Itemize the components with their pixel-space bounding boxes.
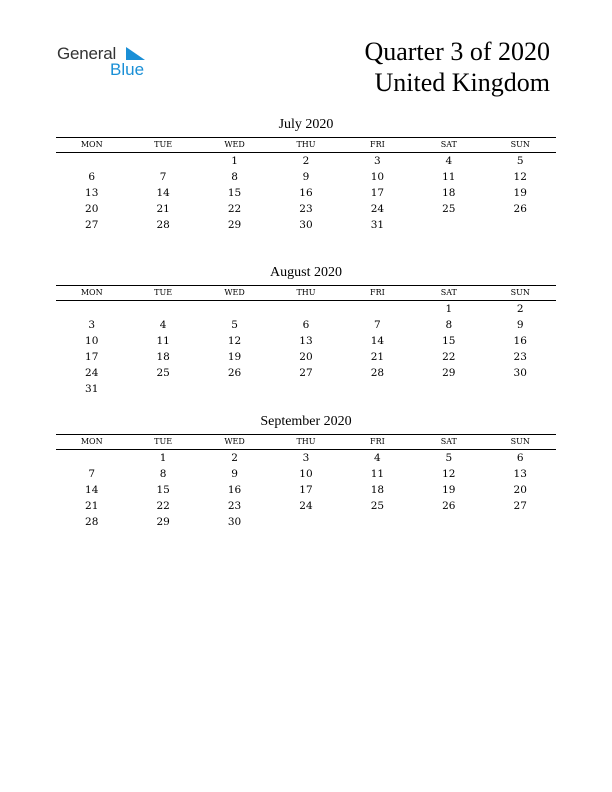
weekday-label: SAT xyxy=(440,140,457,149)
day-cell: 28 xyxy=(85,516,99,528)
day-cell: 29 xyxy=(156,516,170,528)
title-quarter: Quarter 3 of 2020 xyxy=(364,37,550,66)
day-cell: 6 xyxy=(302,319,310,331)
day-cell: 21 xyxy=(156,203,170,215)
week-row xyxy=(56,381,556,397)
week-row xyxy=(56,201,556,217)
day-cell: 13 xyxy=(85,187,99,199)
day-cell: 20 xyxy=(299,351,313,363)
day-cell: 28 xyxy=(370,367,385,379)
weekday-label: FRI xyxy=(370,437,385,446)
day-cell xyxy=(342,381,413,397)
day-cell: 5 xyxy=(231,319,238,331)
day-cell: 5 xyxy=(516,155,524,167)
week-row xyxy=(56,301,556,317)
day-cell xyxy=(56,301,127,317)
weeks xyxy=(56,450,556,530)
day-cell: 27 xyxy=(299,367,313,379)
week-row xyxy=(56,365,556,381)
day-cell: 12 xyxy=(442,468,456,480)
day-cell: 18 xyxy=(156,351,170,363)
day-cell: 11 xyxy=(370,468,385,480)
day-cell: 31 xyxy=(370,219,385,231)
day-cell: 12 xyxy=(227,335,242,347)
week-row xyxy=(56,153,556,169)
day-cell: 16 xyxy=(513,335,527,347)
day-cell xyxy=(342,301,413,317)
weekday-label: SAT xyxy=(440,437,457,446)
weekday-label: FRI xyxy=(370,140,385,149)
week-row xyxy=(56,482,556,498)
logo xyxy=(57,42,157,82)
day-cell: 7 xyxy=(88,468,96,480)
day-cell: 18 xyxy=(370,484,385,496)
week-row xyxy=(56,466,556,482)
day-cell xyxy=(270,514,341,530)
day-cell: 9 xyxy=(302,171,310,183)
weekday-header xyxy=(56,434,556,450)
week-row xyxy=(56,217,556,233)
weekday-label: SAT xyxy=(440,288,457,297)
weekday-label: MON xyxy=(80,288,103,297)
day-cell: 6 xyxy=(88,171,96,183)
weekday-label: SUN xyxy=(510,288,530,297)
weekday-label: THU xyxy=(296,437,316,446)
day-cell: 21 xyxy=(85,500,99,512)
day-cell xyxy=(56,153,127,169)
day-cell: 24 xyxy=(370,203,385,215)
day-cell: 3 xyxy=(88,319,96,331)
day-cell: 26 xyxy=(513,203,527,215)
day-cell: 1 xyxy=(231,155,238,167)
day-cell: 30 xyxy=(227,516,242,528)
title-country: United Kingdom xyxy=(374,68,550,97)
weekday-label: WED xyxy=(224,140,245,149)
weekday-header xyxy=(56,285,556,301)
day-cell: 13 xyxy=(299,335,313,347)
day-cell xyxy=(127,301,198,317)
week-row xyxy=(56,514,556,530)
day-cell: 4 xyxy=(159,319,167,331)
day-cell: 2 xyxy=(231,452,238,464)
day-cell: 4 xyxy=(445,155,453,167)
day-cell: 1 xyxy=(159,452,167,464)
day-cell: 7 xyxy=(159,171,167,183)
month-august xyxy=(56,264,556,397)
day-cell xyxy=(199,381,270,397)
day-cell: 19 xyxy=(227,351,242,363)
month-title: July 2020 xyxy=(278,117,334,132)
day-cell: 19 xyxy=(442,484,456,496)
week-row xyxy=(56,450,556,466)
weekday-label: FRI xyxy=(370,288,385,297)
day-cell: 22 xyxy=(442,351,456,363)
day-cell: 25 xyxy=(370,500,385,512)
day-cell: 2 xyxy=(516,303,524,315)
weekday-label: SUN xyxy=(510,437,530,446)
logo-general-text: General xyxy=(57,44,117,63)
day-cell: 17 xyxy=(85,351,99,363)
day-cell: 22 xyxy=(156,500,170,512)
day-cell: 5 xyxy=(445,452,453,464)
day-cell: 20 xyxy=(513,484,527,496)
day-cell: 11 xyxy=(442,171,456,183)
day-cell: 9 xyxy=(231,468,238,480)
day-cell xyxy=(485,381,556,397)
weekday-label: MON xyxy=(80,437,103,446)
day-cell: 25 xyxy=(156,367,170,379)
week-row xyxy=(56,333,556,349)
month-title: August 2020 xyxy=(270,265,342,280)
day-cell: 12 xyxy=(513,171,527,183)
day-cell: 17 xyxy=(299,484,313,496)
day-cell: 17 xyxy=(370,187,385,199)
day-cell: 25 xyxy=(442,203,456,215)
day-cell: 6 xyxy=(516,452,524,464)
day-cell: 16 xyxy=(227,484,242,496)
day-cell: 27 xyxy=(85,219,99,231)
day-cell: 15 xyxy=(442,335,456,347)
day-cell: 7 xyxy=(374,319,381,331)
weekday-label: WED xyxy=(224,288,245,297)
day-cell: 10 xyxy=(370,171,385,183)
day-cell: 19 xyxy=(513,187,527,199)
day-cell xyxy=(485,217,556,233)
weeks xyxy=(56,301,556,397)
day-cell xyxy=(56,450,127,466)
logo-blue-text: Blue xyxy=(110,60,145,79)
weekday-label: TUE xyxy=(154,140,173,149)
month-september xyxy=(56,413,556,530)
day-cell: 14 xyxy=(156,187,170,199)
day-cell: 11 xyxy=(156,335,170,347)
day-cell xyxy=(413,514,484,530)
weekday-label: MON xyxy=(80,140,103,149)
day-cell: 23 xyxy=(299,203,313,215)
day-cell: 22 xyxy=(227,203,242,215)
day-cell xyxy=(413,217,484,233)
day-cell: 24 xyxy=(85,367,99,379)
day-cell: 26 xyxy=(442,500,456,512)
page-title xyxy=(364,36,550,98)
day-cell: 8 xyxy=(159,468,167,480)
day-cell: 4 xyxy=(374,452,381,464)
day-cell: 31 xyxy=(85,383,99,395)
day-cell xyxy=(270,301,341,317)
day-cell: 2 xyxy=(302,155,310,167)
day-cell: 3 xyxy=(374,155,381,167)
day-cell: 15 xyxy=(227,187,242,199)
day-cell: 21 xyxy=(370,351,385,363)
day-cell: 14 xyxy=(85,484,99,496)
day-cell xyxy=(199,301,270,317)
day-cell: 29 xyxy=(227,219,242,231)
day-cell: 14 xyxy=(370,335,385,347)
day-cell: 8 xyxy=(445,319,453,331)
logo-triangle-icon xyxy=(124,45,146,61)
day-cell xyxy=(485,514,556,530)
day-cell: 18 xyxy=(442,187,456,199)
day-cell: 23 xyxy=(513,351,527,363)
weekday-label: TUE xyxy=(154,437,173,446)
day-cell: 27 xyxy=(513,500,527,512)
day-cell: 29 xyxy=(442,367,456,379)
day-cell: 30 xyxy=(299,219,313,231)
weekday-label: THU xyxy=(296,140,316,149)
week-row xyxy=(56,349,556,365)
day-cell xyxy=(127,381,198,397)
day-cell: 1 xyxy=(445,303,453,315)
day-cell: 9 xyxy=(516,319,524,331)
day-cell: 15 xyxy=(156,484,170,496)
day-cell: 8 xyxy=(231,171,238,183)
weeks xyxy=(56,153,556,233)
day-cell: 16 xyxy=(299,187,313,199)
day-cell xyxy=(127,153,198,169)
day-cell: 10 xyxy=(85,335,99,347)
day-cell: 28 xyxy=(156,219,170,231)
week-row xyxy=(56,498,556,514)
weekday-header xyxy=(56,137,556,153)
week-row xyxy=(56,317,556,333)
weekday-label: WED xyxy=(224,437,245,446)
day-cell: 24 xyxy=(299,500,313,512)
weekday-label: TUE xyxy=(154,288,173,297)
day-cell xyxy=(413,381,484,397)
week-row xyxy=(56,169,556,185)
weekday-label: SUN xyxy=(510,140,530,149)
month-title: September 2020 xyxy=(260,414,352,429)
month-july xyxy=(56,116,556,233)
day-cell: 26 xyxy=(227,367,242,379)
day-cell: 30 xyxy=(513,367,527,379)
day-cell xyxy=(270,381,341,397)
day-cell: 13 xyxy=(513,468,527,480)
weekday-label: THU xyxy=(296,288,316,297)
day-cell: 23 xyxy=(227,500,242,512)
day-cell: 20 xyxy=(85,203,99,215)
day-cell: 10 xyxy=(299,468,313,480)
day-cell xyxy=(342,514,413,530)
day-cell: 3 xyxy=(302,452,310,464)
week-row xyxy=(56,185,556,201)
